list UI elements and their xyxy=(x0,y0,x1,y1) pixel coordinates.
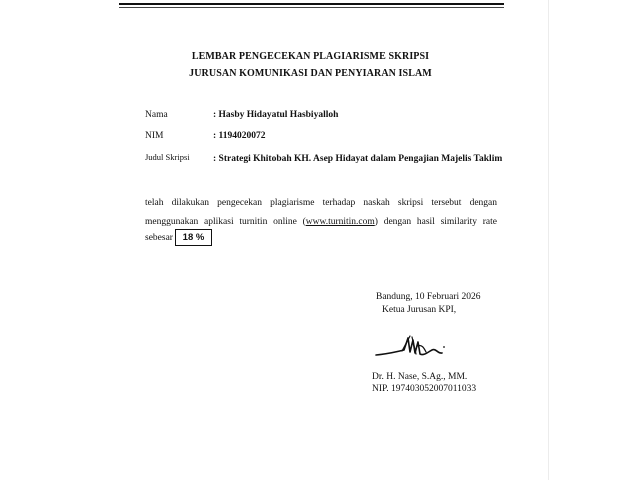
signer-name: Dr. H. Nase, S.Ag., MM. xyxy=(372,372,468,382)
top-border-line-thin xyxy=(119,7,504,8)
sebesar-label: sebesar xyxy=(145,233,173,243)
statement-line-1: telah dilakukan pengecekan plagiarisme terhadap naskah skripsi tersebut dengan xyxy=(145,198,497,208)
judul-value: : Strategi Khitobah KH. Asep Hidayat dalam Pengajian Majelis Taklim xyxy=(213,154,503,164)
statement-paragraph xyxy=(145,194,497,232)
nim-value: : 1194020072 xyxy=(213,131,266,141)
document-title: LEMBAR PENGECEKAN PLAGIARISME SKRIPSI xyxy=(191,51,430,62)
similarity-rate-box: 18 % xyxy=(175,229,212,246)
signer-nip: NIP. 197403052007011033 xyxy=(372,384,477,394)
nim-label: NIM xyxy=(145,131,164,141)
turnitin-link[interactable]: www.turnitin.com xyxy=(305,217,375,227)
nama-value: : Hasby Hidayatul Hasbiyalloh xyxy=(213,110,339,120)
signer-position: Ketua Jurusan KPI, xyxy=(382,305,457,315)
document-subtitle: JURUSAN KOMUNIKASI DAN PENYIARAN ISLAM xyxy=(189,68,432,79)
judul-label: Judul Skripsi xyxy=(145,152,190,162)
nama-label: Nama xyxy=(145,110,168,120)
place-date: Bandung, 10 Februari 2026 xyxy=(376,292,481,302)
statement-line-2-post: ) dengan hasil similarity rate xyxy=(374,217,497,227)
handwritten-signature xyxy=(372,332,452,362)
statement-line-2-pre: menggunakan aplikasi turnitin online ( xyxy=(145,217,306,227)
top-border-line xyxy=(119,3,504,5)
